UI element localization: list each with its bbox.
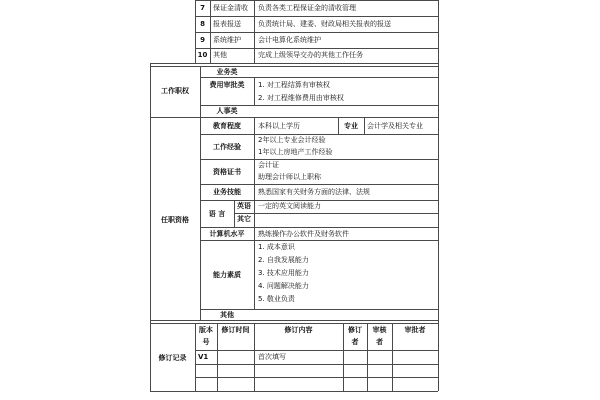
rule <box>195 364 438 365</box>
task-description: 完成上级领导交办的其他工作任务 <box>258 51 363 59</box>
expense-approval-label: 费用审批类 <box>209 81 245 89</box>
rule <box>200 134 438 135</box>
english-value: 一定的英文阅读能力 <box>258 202 321 210</box>
duties-section-label: 工作职权 <box>161 87 189 95</box>
revision-version-cell: V1 <box>198 353 209 361</box>
rule <box>150 63 151 391</box>
rule <box>438 0 439 391</box>
expense-item: 1. 对工程结算有审核权 <box>258 81 330 89</box>
skills-label: 业务技能 <box>213 188 241 196</box>
checker-header: 审核 <box>372 326 387 334</box>
rule <box>200 240 438 241</box>
qualifications-section-label: 任职资格 <box>161 216 189 224</box>
task-description: 负责各类工程保证金的清收管理 <box>258 4 356 12</box>
rule <box>254 77 255 105</box>
task-name: 报表报送 <box>213 20 241 28</box>
education-value: 本科以上学历 <box>258 122 300 130</box>
job-description-table <box>150 0 450 400</box>
rule <box>195 350 438 351</box>
rule <box>150 63 438 64</box>
revision-content-cell: 首次填写 <box>258 353 286 361</box>
revision-section-label: 修订记录 <box>158 354 187 362</box>
checker-header-line2: 者 <box>376 338 383 346</box>
rule <box>200 227 438 228</box>
experience-item: 1年以上房地产工作经验 <box>258 148 333 156</box>
ability-label: 能力素质 <box>213 271 241 279</box>
task-number: 9 <box>200 36 205 44</box>
ability-item: 1. 成本意识 <box>258 243 295 251</box>
task-number: 7 <box>200 4 205 12</box>
task-name: 保证金清收 <box>213 4 248 12</box>
rule <box>200 105 438 106</box>
rule <box>150 391 438 392</box>
task-number: 10 <box>197 51 208 59</box>
rule <box>364 117 365 134</box>
rule <box>200 200 438 201</box>
english-label: 英语 <box>237 202 251 210</box>
rule <box>254 0 255 63</box>
rule <box>195 32 438 33</box>
approver-header: 审批者 <box>404 326 426 334</box>
task-name: 其他 <box>213 51 227 59</box>
computer-value: 熟练操作办公软件及财务软件 <box>258 230 349 238</box>
business-label: 业务类 <box>216 68 238 76</box>
task-name: 系统维护 <box>213 36 241 44</box>
rule <box>254 117 255 309</box>
rule <box>150 323 438 324</box>
version-header-line2: 号 <box>202 338 210 346</box>
rule <box>200 309 438 310</box>
other-language-label: 其它 <box>237 215 251 223</box>
experience-label: 工作经验 <box>213 143 241 151</box>
ability-item: 3. 技术应用能力 <box>258 269 309 277</box>
rule <box>150 117 438 118</box>
ability-item: 5. 敬业负责 <box>258 295 295 303</box>
certificate-item: 助理会计师以上职称 <box>258 173 321 181</box>
certificate-label: 资格证书 <box>213 168 241 176</box>
major-label: 专业 <box>344 122 358 130</box>
revision-time-header: 修订时间 <box>221 326 250 334</box>
version-header: 版本 <box>199 326 213 334</box>
rule <box>210 0 211 63</box>
other-label: 其他 <box>220 311 234 319</box>
rule <box>195 0 438 1</box>
reviser-header-line2: 者 <box>351 338 359 346</box>
revision-content-header: 修订内容 <box>284 326 313 334</box>
rule <box>200 159 438 160</box>
rule <box>200 184 438 185</box>
task-description: 负责统计局、建委、财政局相关报表的报送 <box>258 20 391 28</box>
rule <box>195 48 438 49</box>
rule <box>150 320 438 321</box>
experience-item: 2年以上专业会计经验 <box>258 136 326 144</box>
skills-value: 熟悉国家有关财务方面的法律、法规 <box>258 188 370 196</box>
personnel-label: 人事类 <box>216 107 238 115</box>
ability-item: 2. 自我发展能力 <box>258 256 309 264</box>
certificate-item: 会计证 <box>258 161 279 169</box>
computer-label: 计算机水平 <box>209 230 245 238</box>
rule <box>234 213 438 214</box>
task-number: 8 <box>200 20 205 28</box>
education-label: 教育程度 <box>213 122 241 130</box>
reviser-header: 修订 <box>348 326 362 334</box>
ability-item: 4. 问题解决能力 <box>258 282 309 290</box>
rule <box>195 16 438 17</box>
task-description: 会计电算化系统维护 <box>258 36 321 44</box>
rule <box>200 77 438 78</box>
expense-item: 2. 对工程维修费用由审核权 <box>258 94 344 102</box>
rule <box>195 377 438 378</box>
major-value: 会计学及相关专业 <box>367 122 423 130</box>
language-label: 语 言 <box>208 210 226 218</box>
rule <box>150 66 438 67</box>
